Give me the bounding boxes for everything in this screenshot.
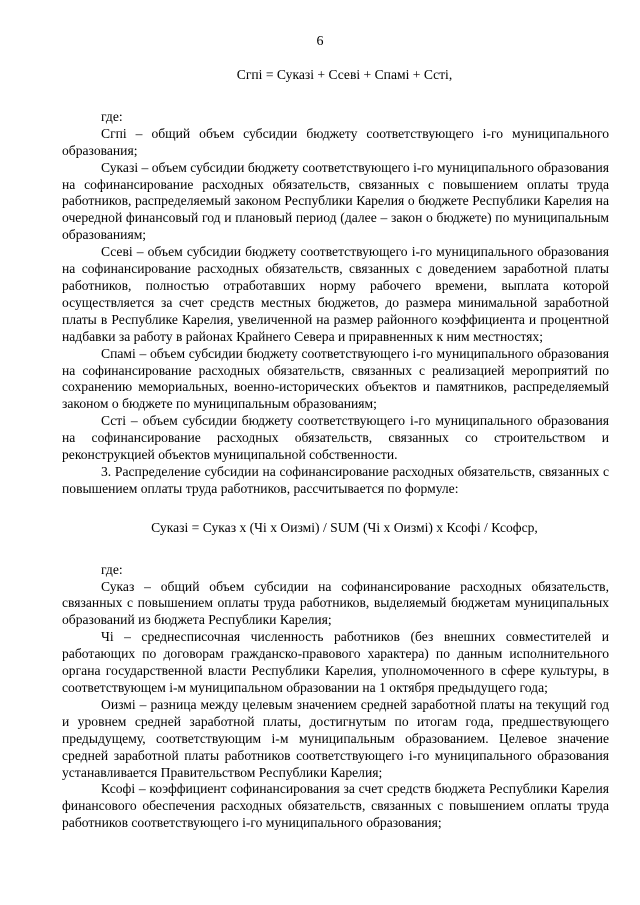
definition-ch: Чi – среднесписочная численность работников (без внешних совместителей и работающих по договорам гражданско-правового характера) по данным исполнительного органа государственной власти Республики Карелия, уполномоченного в сфере культуры, в соответствующем i-м муниципальном образовании на 1 октября предыдущего года; bbox=[62, 629, 609, 695]
definition-sst: Сстi – объем субсидии бюджету соответствующего i-го муниципального образования на софинансирование расходных обязательств, связанных со строительством и реконструкцией объектов муниципальной собственности. bbox=[62, 413, 609, 463]
where-label: где: bbox=[101, 561, 123, 577]
definition-sgp: Сгпi – общий объем субсидии бюджету соответствующего i-го муниципального образования; bbox=[62, 125, 609, 158]
formula-sukaz-distribution: Суказi = Суказ x (Чi x Оизмi) / SUM (Чi x Оизмi) x Ксофi / Ксофср, bbox=[151, 519, 538, 535]
page-number: 6 bbox=[316, 34, 324, 49]
document-body bbox=[62, 67, 609, 832]
definition-spam: Спамi – объем субсидии бюджету соответствующего i-го муниципального образования на софинансирование расходных обязательств, связанных с реализацией мероприятий по сохранению мемориальных, военно-исторических объектов и памятников, распределяемый законом о бюджете по муниципальным образованиям; bbox=[62, 345, 609, 412]
definition-ksof: Ксофi – коэффициент софинансирования за счет средств бюджета Республики Карелия финансового обеспечения расходных обязательств, связанных с повышением оплаты труда работников соответствующего i-го муниципального образования; bbox=[62, 781, 609, 831]
section-3-paragraph: 3. Распределение субсидии на софинансирование расходных обязательств, связанных с повышением оплаты труда работников, рассчитывается по формуле: bbox=[62, 463, 609, 496]
formula-total-subsidy: Сгпi = Суказi + Ссевi + Спамi + Сстi, bbox=[236, 67, 453, 82]
definition-ssev: Ссевi – объем субсидии бюджету соответствующего i-го муниципального образования на софинансирование расходных обязательств, связанных с доведением заработной платы работников, полностью отработавших норму рабочего времени, выплата которой осуществляется за счет средств местных бюджетов, до размера минимальной заработной платы в Республике Карелия, увеличенной на размер районного коэффициента и процентной надбавки за работу в районах Крайнего Севера и приравненных к ним местностях; bbox=[62, 244, 609, 344]
definition-oizm: Оизмi – разница между целевым значением средней заработной платы на текущий год и уровнем средней заработной платы, достигнутым по итогам года, предшествующего предыдущему, соответствующим i-м муниципальным образованием. Целевое значение средней заработной платы работников соответствующего i-го муниципального образования устанавливается Правительством Республики Карелия; bbox=[62, 696, 609, 780]
definition-sukaz-i: Суказi – объем субсидии бюджету соответствующего i-го муниципального образования на софинансирование расходных обязательств, связанных с повышением оплаты труда работников, распределяемый законом Республики Карелия о бюджете Республики Карелия на очередной финансовый год и плановый период (далее – закон о бюджете) по муниципальным образованиям; bbox=[62, 159, 609, 243]
where-label: где: bbox=[101, 108, 123, 124]
definition-sukaz: Суказ – общий объем субсидии на софинансирование расходных обязательств, связанных с повышением оплаты труда работников, выделяемый бюджетам муниципальных образований из бюджета Республики Карелия; bbox=[62, 578, 609, 628]
